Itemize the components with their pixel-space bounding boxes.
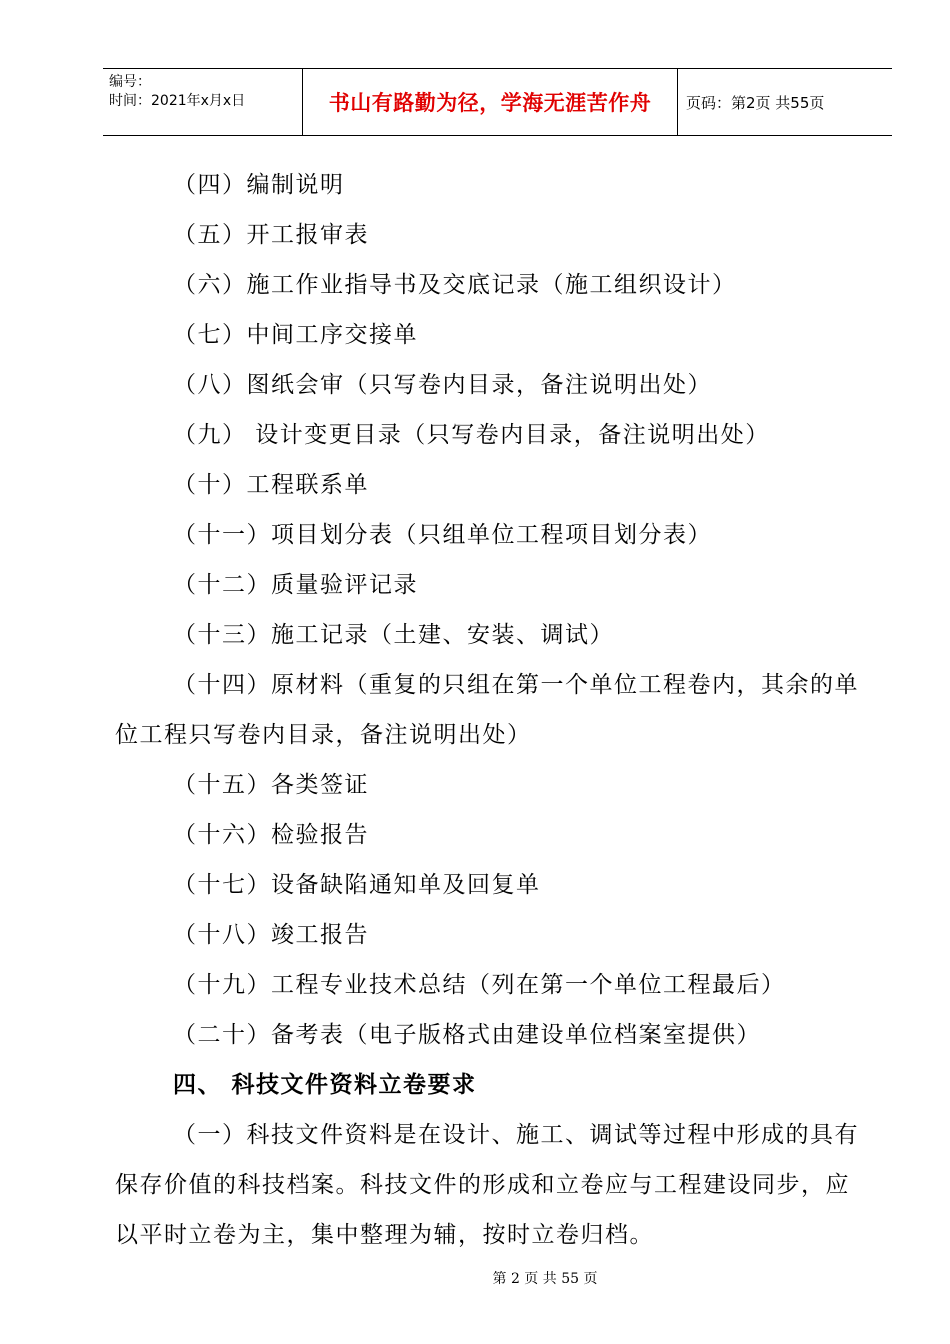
header-page-info: 页码：第2页 共55页: [686, 93, 825, 112]
footer-page-number: 第 2 页 共 55 页: [492, 1271, 598, 1287]
list-item: （十五）各类签证: [173, 772, 369, 798]
paragraph-line: 以平时立卷为主，集中整理为辅，按时立卷归档。: [115, 1222, 654, 1248]
list-item: （七）中间工序交接单: [173, 322, 418, 348]
document-number-label: 编号：: [109, 74, 151, 90]
header-motto-cell: [303, 69, 678, 135]
list-item: （十八）竣工报告: [173, 922, 369, 948]
list-item: （四）编制说明: [173, 172, 345, 198]
page-header: [103, 68, 892, 136]
paragraph-line: 保存价值的科技档案。科技文件的形成和立卷应与工程建设同步，应: [115, 1172, 850, 1198]
list-item: （二十）备考表（电子版格式由建设单位档案室提供）: [173, 1022, 761, 1048]
header-page-cell: [678, 69, 892, 135]
document-time-label: 时间：2021年x月x日: [109, 93, 246, 109]
list-item-continuation: 位工程只写卷内目录，备注说明出处）: [115, 722, 532, 748]
header-meta-cell: [103, 69, 303, 135]
list-item: （五）开工报审表: [173, 222, 369, 248]
document-body: [115, 160, 885, 1260]
list-item: （十三）施工记录（土建、安装、调试）: [173, 622, 614, 648]
list-item: （十二）质量验评记录: [173, 572, 418, 598]
list-item: （十一）项目划分表（只组单位工程项目划分表）: [173, 522, 712, 548]
paragraph-line: （一）科技文件资料是在设计、施工、调试等过程中形成的具有: [173, 1122, 859, 1148]
header-motto: 书山有路勤为径，学海无涯苦作舟: [328, 91, 652, 115]
list-item: （九） 设计变更目录（只写卷内目录，备注说明出处）: [173, 422, 770, 448]
list-item: （十七）设备缺陷通知单及回复单: [173, 872, 541, 898]
list-item: （八）图纸会审（只写卷内目录，备注说明出处）: [173, 372, 712, 398]
page-footer: [0, 1268, 950, 1288]
list-item: （十九）工程专业技术总结（列在第一个单位工程最后）: [173, 972, 786, 998]
list-item: （六）施工作业指导书及交底记录（施工组织设计）: [173, 272, 737, 298]
section-heading: 四、 科技文件资料立卷要求: [173, 1072, 477, 1098]
list-item: （十）工程联系单: [173, 472, 369, 498]
list-item: （十四）原材料（重复的只组在第一个单位工程卷内，其余的单: [173, 672, 859, 698]
list-item: （十六）检验报告: [173, 822, 369, 848]
